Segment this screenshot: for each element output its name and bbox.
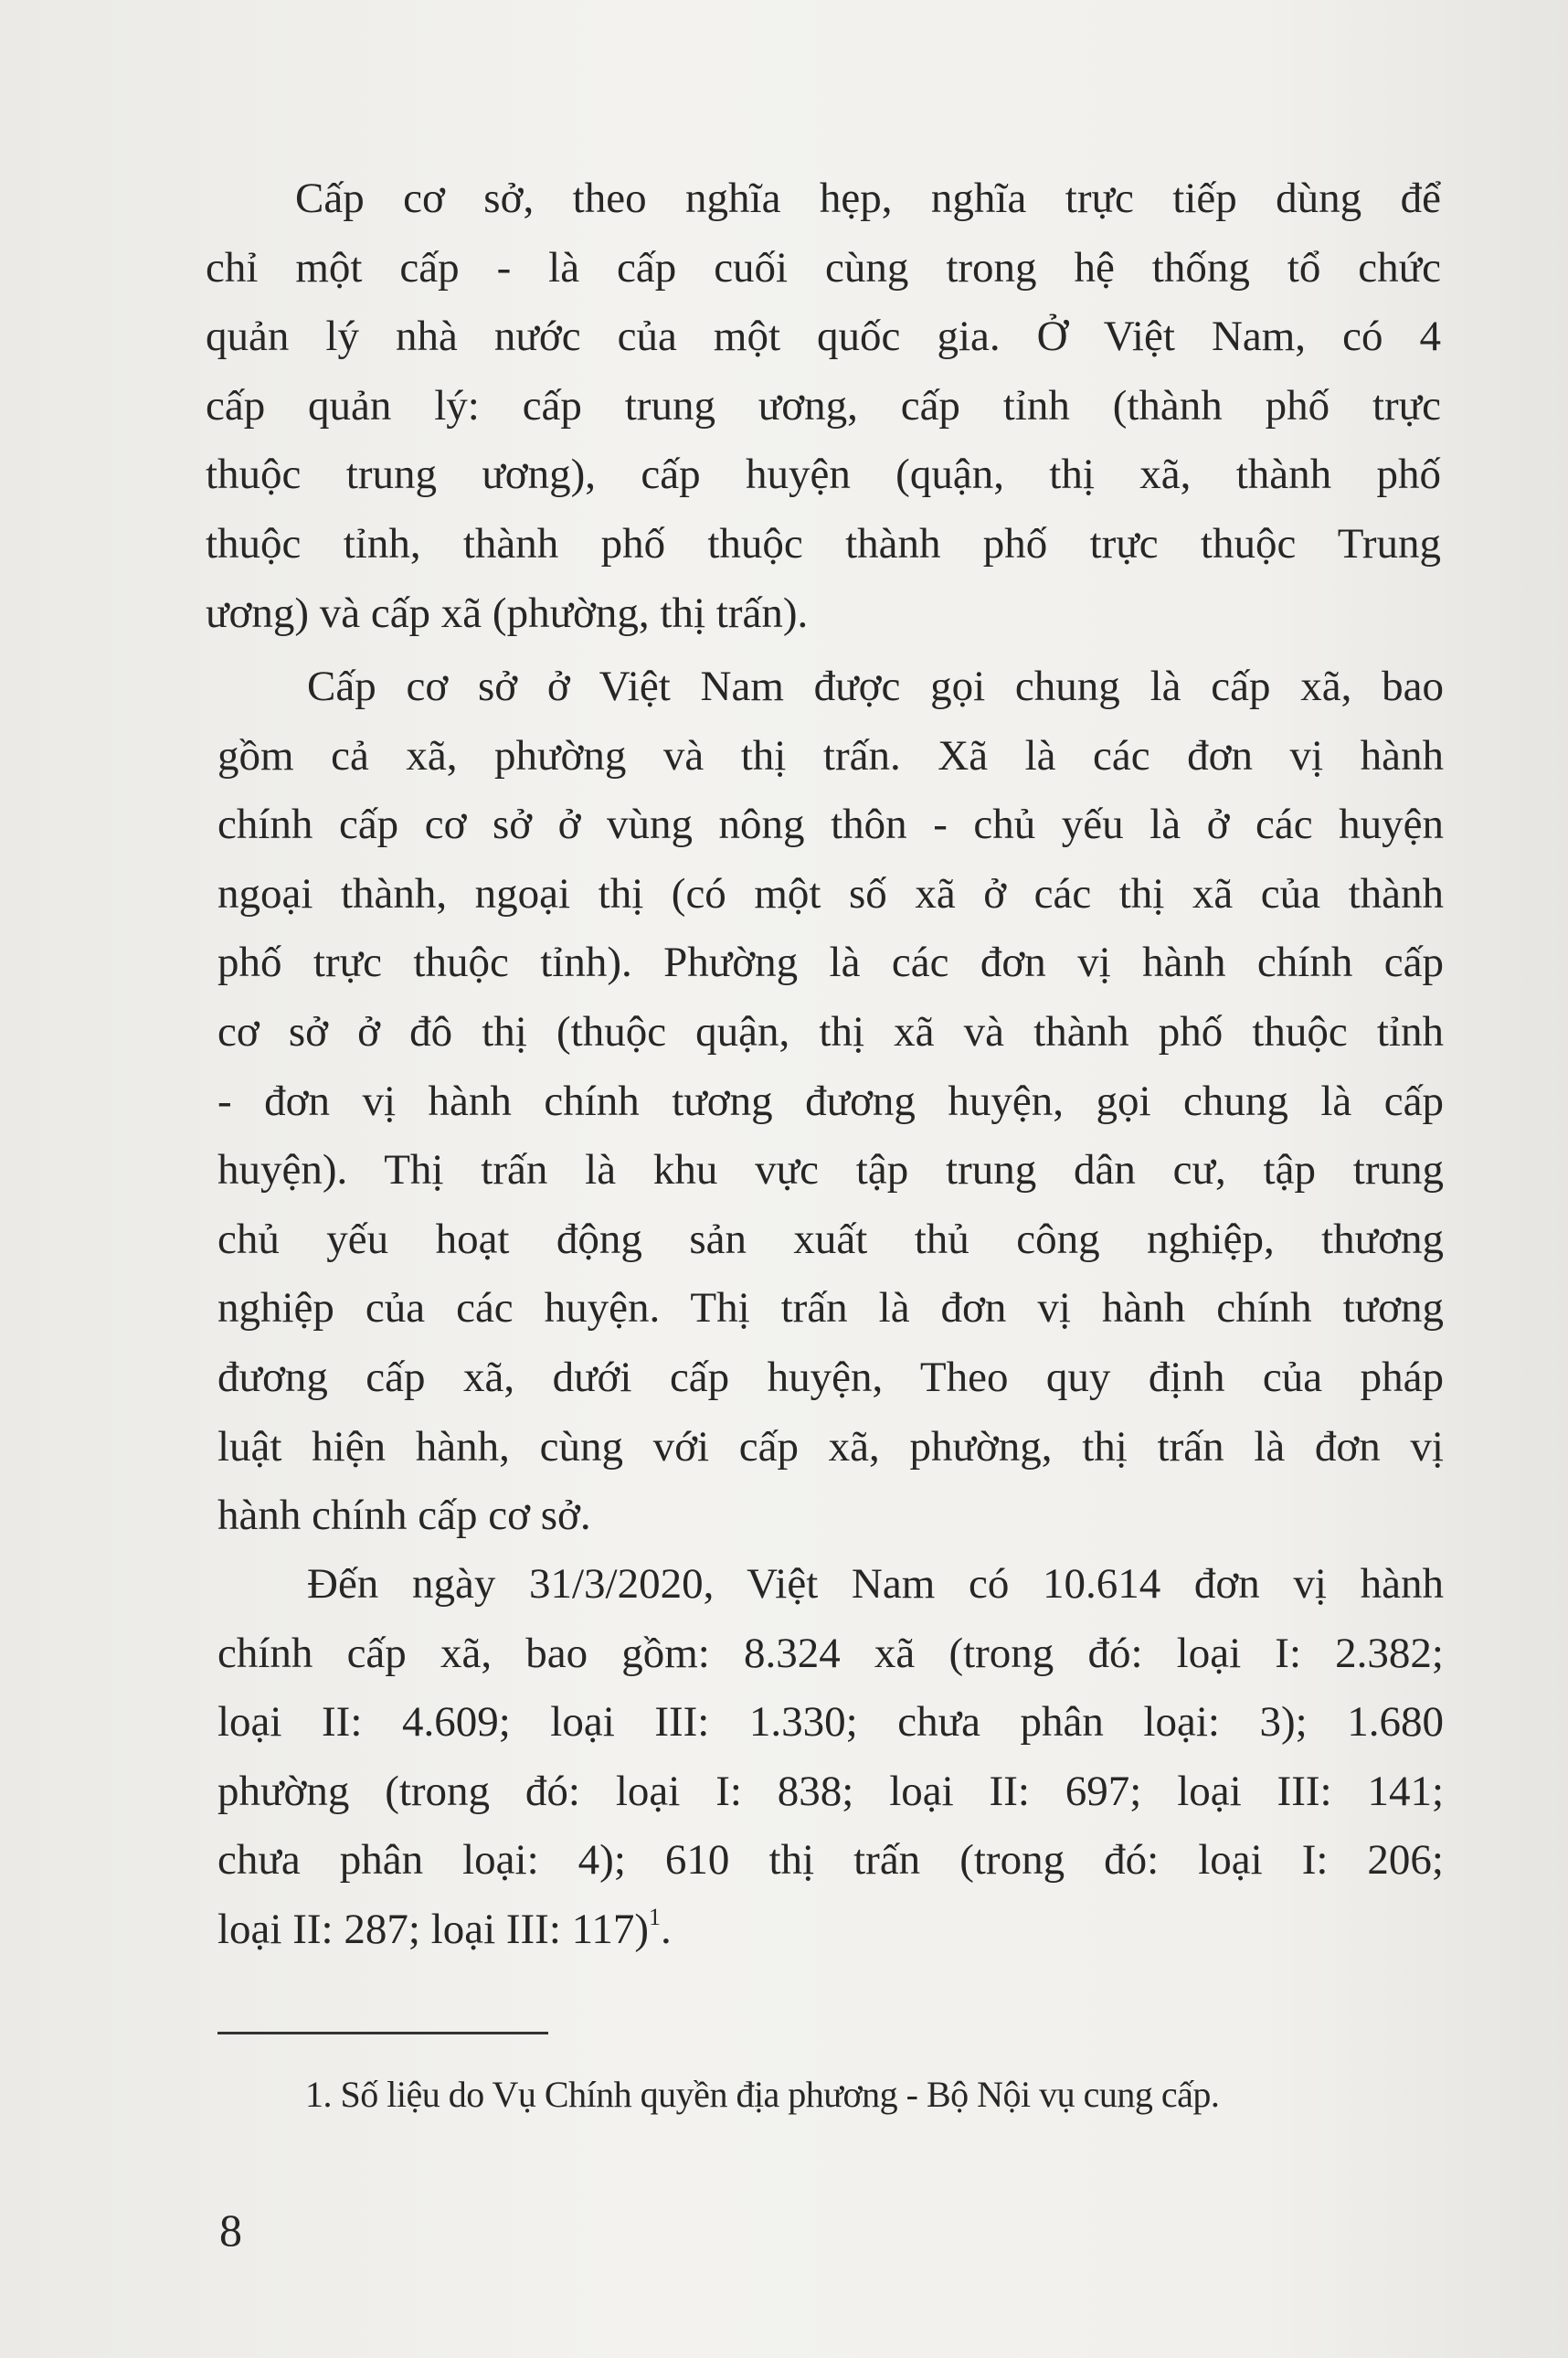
text-line-content: Cấp cơ sở, theo nghĩa hẹp, nghĩa trực tiếp dùng để [295,175,1441,222]
text-line [206,303,1441,372]
text-line-content: gồm cả xã, phường và thị trấn. Xã là các đơn vị hành [217,731,1444,780]
page-number: 8 [219,2204,242,2256]
text-line [217,722,1444,791]
text-line [217,1550,1444,1620]
text-line [206,441,1441,510]
text-line-content: quản lý nhà nước của một quốc gia. Ở Việt Nam, có 4 [206,313,1441,361]
paragraph-1 [206,165,1441,648]
text-line-content: phường (trong đó: loại I: 838; loại II: 697; loại III: 141; [217,1767,1444,1815]
text-line-content: - đơn vị hành chính tương đương huyện, gọi chung là cấp [217,1077,1444,1125]
text-line-content: phố trực thuộc tỉnh). Phường là các đơn vị hành chính cấp [217,939,1444,987]
text-line [217,1136,1444,1206]
text-line [206,372,1441,441]
footnote-separator [217,2032,548,2034]
text-line [217,929,1444,998]
text-line-content: đương cấp xã, dưới cấp huyện, Theo quy định của pháp [217,1353,1444,1401]
text-line [217,653,1444,722]
text-line-content: Đến ngày 31/3/2020, Việt Nam có 10.614 đơn vị hành [307,1560,1444,1608]
text-line-content: thuộc trung ương), cấp huyện (quận, thị xã, thành phố [206,451,1441,499]
text-line-content: ương) và cấp xã (phường, thị trấn). [206,589,809,637]
text-line-content: cơ sở ở đô thị (thuộc quận, thị xã và thành phố thuộc tỉnh [217,1007,1444,1056]
text-line-content: chỉ một cấp - là cấp cuối cùng trong hệ thống tổ chức [206,243,1441,292]
text-line [206,579,1441,649]
end-punctuation: . [661,1905,672,1953]
text-line-content: chính cấp xã, bao gồm: 8.324 xã (trong đó: loại I: 2.382; [217,1629,1444,1677]
footnote: 1. Số liệu do Vụ Chính quyền địa phương - Bộ Nội vụ cung cấp. [305,2074,1220,2115]
text-line [217,1482,1444,1551]
paragraph-2 [217,653,1444,1551]
text-line [217,1688,1444,1758]
text-line-content: luật hiện hành, cùng với cấp xã, phường, thị trấn là đơn vị [217,1422,1444,1471]
footnote-reference: 1 [649,1903,662,1930]
text-line-content: cấp quản lý: cấp trung ương, cấp tỉnh (thành phố trực [206,381,1441,430]
text-line-content: loại II: 4.609; loại III: 1.330; chưa phân loại: 3); 1.680 [217,1698,1444,1747]
text-line-content: chưa phân loại: 4); 610 thị trấn (trong đó: loại I: 206; [217,1836,1444,1885]
text-line [217,1344,1444,1413]
text-line-content: loại II: 287; loại III: 117) [217,1905,650,1953]
text-line-content: Cấp cơ sở ở Việt Nam được gọi chung là cấp xã, bao [307,663,1444,710]
text-line [217,1896,1444,1965]
text-line [217,1413,1444,1482]
text-line-content: huyện). Thị trấn là khu vực tập trung dân cư, tập trung [217,1146,1444,1195]
text-line [217,1758,1444,1827]
text-line-content: chính cấp cơ sở ở vùng nông thôn - chủ yếu là ở các huyện [217,801,1444,849]
text-line-content: thuộc tỉnh, thành phố thuộc thành phố trực thuộc Trung [206,519,1441,568]
text-line [217,1067,1444,1137]
text-line [217,1620,1444,1689]
text-line [206,510,1441,579]
text-line [217,998,1444,1067]
text-line [217,791,1444,860]
text-line [217,1826,1444,1896]
text-line-content: ngoại thành, ngoại thị (có một số xã ở các thị xã của thành [217,869,1444,918]
text-line-content: chủ yếu hoạt động sản xuất thủ công nghiệp, thương [217,1215,1444,1263]
text-line-content: nghiệp của các huyện. Thị trấn là đơn vị hành chính tương [217,1284,1444,1333]
text-line [217,1274,1444,1344]
text-line [206,234,1441,303]
paragraph-3 [217,1550,1444,1965]
text-line-content: hành chính cấp cơ sở. [217,1492,591,1540]
text-line [206,165,1441,234]
text-line [217,860,1444,929]
text-line [217,1206,1444,1275]
